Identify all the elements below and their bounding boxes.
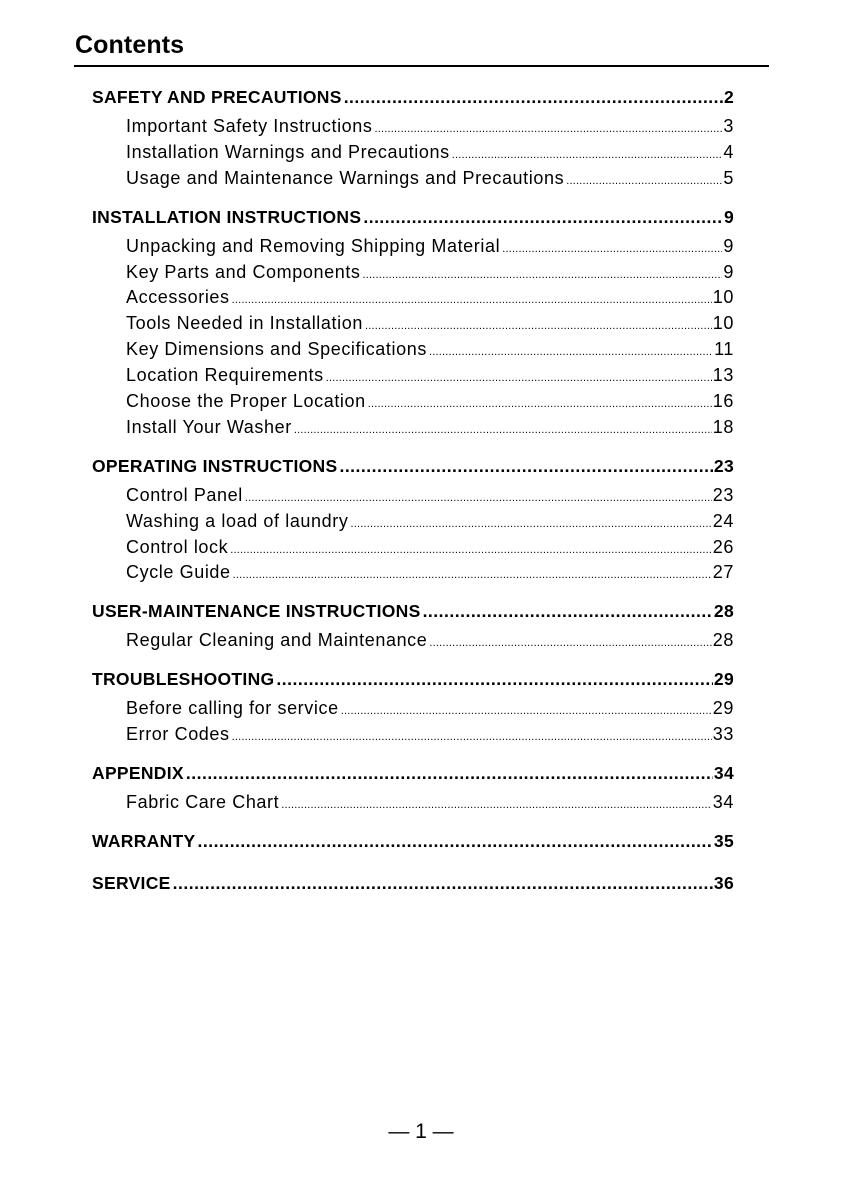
toc-subentry-title: Before calling for service <box>126 698 339 719</box>
toc-section-appendix <box>92 760 734 816</box>
dot-leader <box>566 169 722 192</box>
dot-leader <box>350 512 711 535</box>
toc-subentry-title: Key Dimensions and Specifications <box>126 339 427 360</box>
dot-leader <box>276 666 713 692</box>
section-gap <box>92 441 734 453</box>
dot-leader <box>429 340 713 363</box>
dot-leader <box>375 117 723 140</box>
toc-entry-title: SAFETY AND PRECAUTIONS <box>92 87 342 107</box>
toc-subentry-page: 29 <box>712 698 734 719</box>
page-title: Contents <box>75 31 185 59</box>
toc-subentry[interactable] <box>92 234 734 260</box>
toc-subentry-title: Regular Cleaning and Maintenance <box>126 630 428 651</box>
toc-subentry-page: 11 <box>714 339 734 360</box>
toc-subentry-title: Error Codes <box>126 724 230 745</box>
toc-entry-page: 34 <box>713 763 734 784</box>
toc-subentry-page: 4 <box>723 141 734 162</box>
toc-entry-troubleshooting[interactable] <box>92 666 734 696</box>
toc-entry-title: APPENDIX <box>92 763 184 784</box>
dot-leader <box>198 828 713 854</box>
toc-subentry[interactable] <box>92 628 734 654</box>
dot-leader <box>232 288 712 311</box>
toc-entry-service[interactable] <box>92 870 734 900</box>
toc-subentry[interactable] <box>92 114 734 140</box>
toc-entry-title: WARRANTY <box>92 830 196 851</box>
toc-subentry-page: 33 <box>712 724 734 745</box>
toc-subentry[interactable] <box>92 337 734 363</box>
toc-subentry[interactable] <box>92 509 734 535</box>
toc-subentry[interactable] <box>92 483 734 509</box>
toc-subentry-title: Accessories <box>126 287 230 308</box>
toc-entry-title: USER-MAINTENANCE INSTRUCTIONS <box>92 601 421 622</box>
toc-subentry-page: 9 <box>723 261 734 282</box>
dot-leader <box>281 793 712 816</box>
toc-subentry-page: 10 <box>712 287 734 308</box>
section-gap <box>92 816 734 828</box>
dot-leader <box>339 453 712 479</box>
toc-subentry-title: Tools Needed in Installation <box>126 313 363 334</box>
dot-leader <box>365 314 712 337</box>
toc-subentry-page: 9 <box>723 235 734 256</box>
table-of-contents <box>92 84 734 900</box>
dot-leader <box>230 538 712 561</box>
toc-entry-operating-instructions[interactable] <box>92 453 734 483</box>
toc-subentry[interactable] <box>92 535 734 561</box>
title-divider <box>74 65 769 67</box>
section-gap <box>92 192 734 204</box>
toc-subentry[interactable] <box>92 389 734 415</box>
toc-subentry[interactable] <box>92 285 734 311</box>
toc-entry-warranty[interactable] <box>92 828 734 858</box>
toc-section-operating <box>92 453 734 587</box>
toc-subentry[interactable] <box>92 311 734 337</box>
toc-section-troubleshooting <box>92 666 734 748</box>
toc-section-warranty <box>92 828 734 858</box>
dot-leader <box>363 204 723 230</box>
dot-leader <box>186 760 713 786</box>
toc-section-installation <box>92 204 734 441</box>
dot-leader <box>173 870 713 896</box>
toc-subentry-title: Install Your Washer <box>126 416 292 437</box>
toc-subentry-title: Fabric Care Chart <box>126 792 280 813</box>
dot-leader <box>341 699 712 722</box>
toc-subentry-title: Installation Warnings and Precautions <box>126 141 450 162</box>
toc-entry-safety-and-precautions[interactable] <box>92 84 734 114</box>
section-gap <box>92 654 734 666</box>
toc-entry-appendix[interactable] <box>92 760 734 790</box>
toc-subentry-page: 23 <box>712 484 734 505</box>
toc-subentry-title: Control Panel <box>126 484 243 505</box>
toc-subentry-page: 10 <box>712 313 734 334</box>
toc-subentry-page: 13 <box>712 365 734 386</box>
toc-subentry[interactable] <box>92 696 734 722</box>
dot-leader <box>233 563 712 586</box>
toc-section-user-maintenance <box>92 598 734 654</box>
dot-leader <box>344 84 723 110</box>
toc-subentry-page: 18 <box>712 416 734 437</box>
toc-subentry-page: 28 <box>712 630 734 651</box>
toc-entry-title: SERVICE <box>92 872 171 893</box>
toc-entry-page: 35 <box>713 830 734 851</box>
toc-entry-title: OPERATING INSTRUCTIONS <box>92 455 338 476</box>
toc-subentry-page: 16 <box>712 391 734 412</box>
toc-subentry[interactable] <box>92 415 734 441</box>
toc-subentry-title: Key Parts and Components <box>126 261 361 282</box>
toc-subentry[interactable] <box>92 363 734 389</box>
section-gap <box>92 748 734 760</box>
toc-subentry[interactable] <box>92 166 734 192</box>
toc-subentry-page: 27 <box>712 562 734 583</box>
toc-section-safety <box>92 84 734 192</box>
dot-leader <box>429 631 711 654</box>
toc-subentry-page: 34 <box>712 792 734 813</box>
toc-subentry-title: Cycle Guide <box>126 562 231 583</box>
toc-subentry-title: Location Requirements <box>126 365 324 386</box>
toc-entry-page: 29 <box>713 669 734 690</box>
toc-subentry-page: 26 <box>712 536 734 557</box>
toc-subentry-title: Choose the Proper Location <box>126 391 366 412</box>
dot-leader <box>326 366 712 389</box>
dot-leader <box>245 486 712 509</box>
dot-leader <box>452 143 723 166</box>
section-gap <box>92 586 734 598</box>
toc-subentry-title: Usage and Maintenance Warnings and Precautions <box>126 167 565 188</box>
toc-subentry-page: 5 <box>723 167 734 188</box>
toc-subentry[interactable] <box>92 790 734 816</box>
toc-subentry[interactable] <box>92 260 734 286</box>
toc-subentry[interactable] <box>92 140 734 166</box>
toc-subentry-page: 3 <box>723 116 734 136</box>
dot-leader <box>502 237 722 260</box>
dot-leader <box>368 392 712 415</box>
toc-entry-page: 36 <box>713 872 734 893</box>
toc-entry-page: 23 <box>713 455 734 476</box>
toc-subentry-title: Important Safety Instructions <box>126 116 373 136</box>
toc-entry-installation-instructions[interactable] <box>92 204 734 234</box>
dot-leader <box>363 263 723 286</box>
section-gap <box>92 858 734 870</box>
dot-leader <box>423 598 713 624</box>
toc-subentry-title: Unpacking and Removing Shipping Material <box>126 235 501 256</box>
toc-entry-page: 28 <box>713 601 734 622</box>
toc-subentry[interactable] <box>92 560 734 586</box>
toc-section-service <box>92 870 734 900</box>
toc-subentry[interactable] <box>92 722 734 748</box>
dot-leader <box>232 725 712 748</box>
toc-entry-title: TROUBLESHOOTING <box>92 669 275 690</box>
page-number: — 1 — <box>388 1120 454 1143</box>
toc-subentry-title: Washing a load of laundry <box>126 510 349 531</box>
toc-entry-title: INSTALLATION INSTRUCTIONS <box>92 206 362 227</box>
toc-entry-page: 2 <box>723 87 734 107</box>
toc-subentry-page: 24 <box>712 510 734 531</box>
toc-entry-page: 9 <box>723 206 734 227</box>
toc-entry-user-maintenance-instructions[interactable] <box>92 598 734 628</box>
toc-subentry-title: Control lock <box>126 536 229 557</box>
dot-leader <box>294 418 712 441</box>
